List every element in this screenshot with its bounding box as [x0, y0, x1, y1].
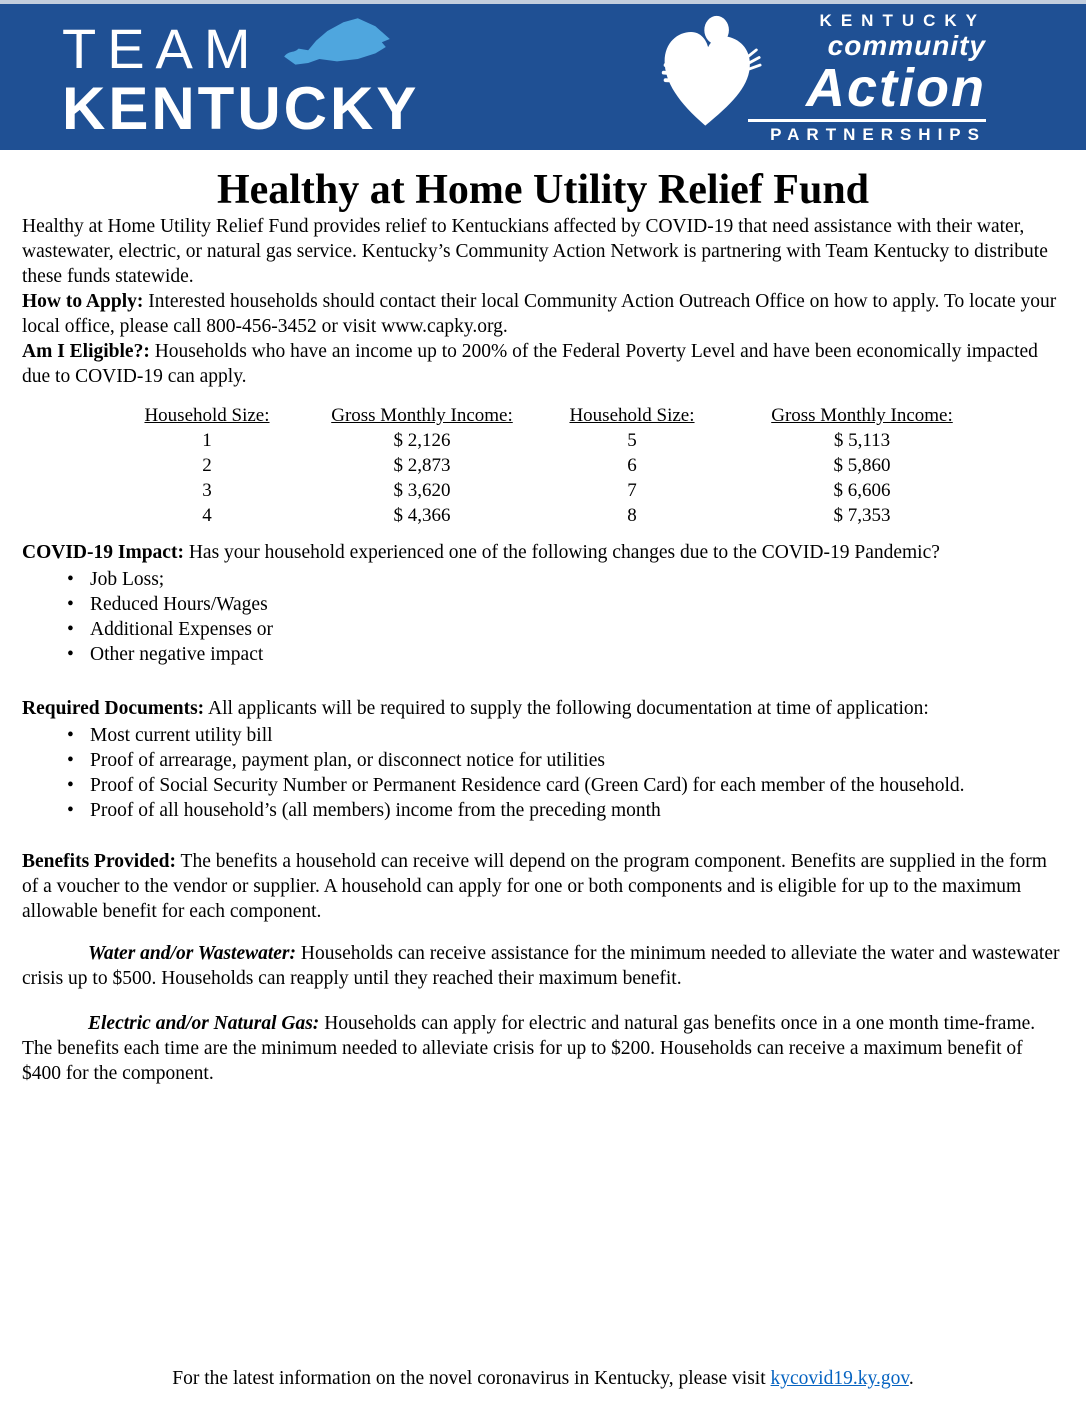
document-body — [0, 166, 1086, 1086]
col-header-household-size-1: Household Size: — [144, 405, 270, 426]
required-documents-paragraph — [22, 696, 1064, 721]
covid-impact-text: Has your household experienced one of the following changes due to the COVID-19 Pandemic? — [188, 542, 940, 563]
cap-logo-divider — [748, 119, 986, 122]
team-kentucky-logo-line2: KENTUCKY — [62, 75, 420, 142]
benefits-provided-text: The benefits a household can receive will depend on the program component. Benefits are supplied in the form of a voucher to the vendor or supplier. A household can apply for one or both components and is eligible for up to the maximum allowable benefit for each component. — [22, 851, 1047, 922]
list-item: • Proof of arrearage, payment plan, or disconnect notice for utilities — [22, 748, 1064, 773]
required-documents-label: Required Documents: — [22, 698, 205, 719]
table-row: 3 $ 3,620 7 $ 6,606 — [202, 480, 891, 501]
required-documents-list — [22, 723, 1064, 823]
list-item: • Other negative impact — [22, 642, 1064, 667]
water-wastewater-text: Households can receive assistance for the minimum needed to alleviate the water and wastewater crisis up to $500. Households can reapply until they reached their maximum benefit. — [22, 943, 1060, 989]
water-wastewater-paragraph — [22, 941, 1064, 991]
table-row: 1 $ 2,126 5 $ 5,113 — [202, 430, 891, 451]
covid-impact-list — [22, 567, 1064, 667]
electric-gas-text: Households can apply for electric and natural gas benefits once in a one month time-frame. The benefits each time are the minimum needed to alleviate crisis for up to $200. Households can receive a maximum benefit of $400 for the component. — [22, 1013, 1036, 1084]
cap-logo-community: community — [827, 29, 986, 61]
header-banner — [0, 4, 1086, 150]
list-item: • Additional Expenses or — [22, 617, 1064, 642]
col-header-gross-income-2: Gross Monthly Income: — [771, 405, 953, 426]
benefits-provided-label: Benefits Provided: — [22, 851, 177, 872]
table-row: 4 $ 4,366 8 $ 7,353 — [202, 505, 891, 526]
required-documents-text: All applicants will be required to supply the following documentation at time of application: — [208, 698, 929, 719]
community-action-logo — [658, 12, 986, 143]
covid-impact-label: COVID-19 Impact: — [22, 542, 184, 563]
water-wastewater-label: Water and/or Wastewater: — [88, 943, 297, 964]
how-to-apply-paragraph — [22, 289, 1064, 339]
cap-logo-kentucky: KENTUCKY — [819, 10, 986, 30]
heart-person-icon — [658, 14, 762, 141]
col-header-household-size-2: Household Size: — [569, 405, 695, 426]
team-kentucky-logo-line1: TEAM — [62, 17, 262, 80]
income-table-header-row — [117, 403, 1064, 428]
kentucky-state-icon — [268, 15, 406, 75]
col-header-gross-income-1: Gross Monthly Income: — [331, 405, 513, 426]
covid-impact-paragraph — [22, 540, 1064, 565]
eligibility-label: Am I Eligible?: — [22, 341, 150, 362]
how-to-apply-label: How to Apply: — [22, 291, 144, 312]
footer-period: . — [908, 1368, 914, 1389]
list-item: • Most current utility bill — [22, 723, 1064, 748]
page-title: Healthy at Home Utility Relief Fund — [216, 167, 870, 213]
income-limits-table — [117, 403, 1064, 528]
kycovid19-link[interactable]: kycovid19.ky.gov — [770, 1368, 909, 1389]
how-to-apply-text: Interested households should contact their local Community Action Outreach Office on how to apply. To locate your local office, please call 800-456-3452 or visit www.capky.org. — [22, 291, 1057, 337]
cap-logo-action: Action — [806, 57, 986, 118]
cap-logo-partnerships: PARTNERSHIPS — [770, 124, 986, 144]
electric-gas-paragraph — [22, 1011, 1064, 1086]
electric-gas-label: Electric and/or Natural Gas: — [88, 1013, 320, 1034]
eligibility-text: Households who have an income up to 200% of the Federal Poverty Level and have been economically impacted due to COVID-19 can apply. — [22, 341, 1038, 387]
footer — [0, 1368, 1086, 1390]
eligibility-paragraph — [22, 339, 1064, 389]
team-kentucky-logo — [62, 15, 420, 142]
list-item: • Proof of all household’s (all members) income from the preceding month — [22, 798, 1064, 823]
list-item: • Proof of Social Security Number or Permanent Residence card (Green Card) for each member of the household. — [22, 773, 1064, 798]
list-item: • Job Loss; — [22, 567, 1064, 592]
table-row: 2 $ 2,873 6 $ 5,860 — [202, 455, 891, 476]
intro-paragraph: Healthy at Home Utility Relief Fund provides relief to Kentuckians affected by COVID-19 that need assistance with their water, wastewater, electric, or natural gas service. Kentucky’s Community Action Network is partnering with Team Kentucky to distribute these funds statewide. — [22, 216, 1048, 287]
benefits-provided-paragraph — [22, 849, 1064, 924]
footer-text: For the latest information on the novel coronavirus in Kentucky, please visit — [172, 1368, 771, 1389]
list-item: • Reduced Hours/Wages — [22, 592, 1064, 617]
